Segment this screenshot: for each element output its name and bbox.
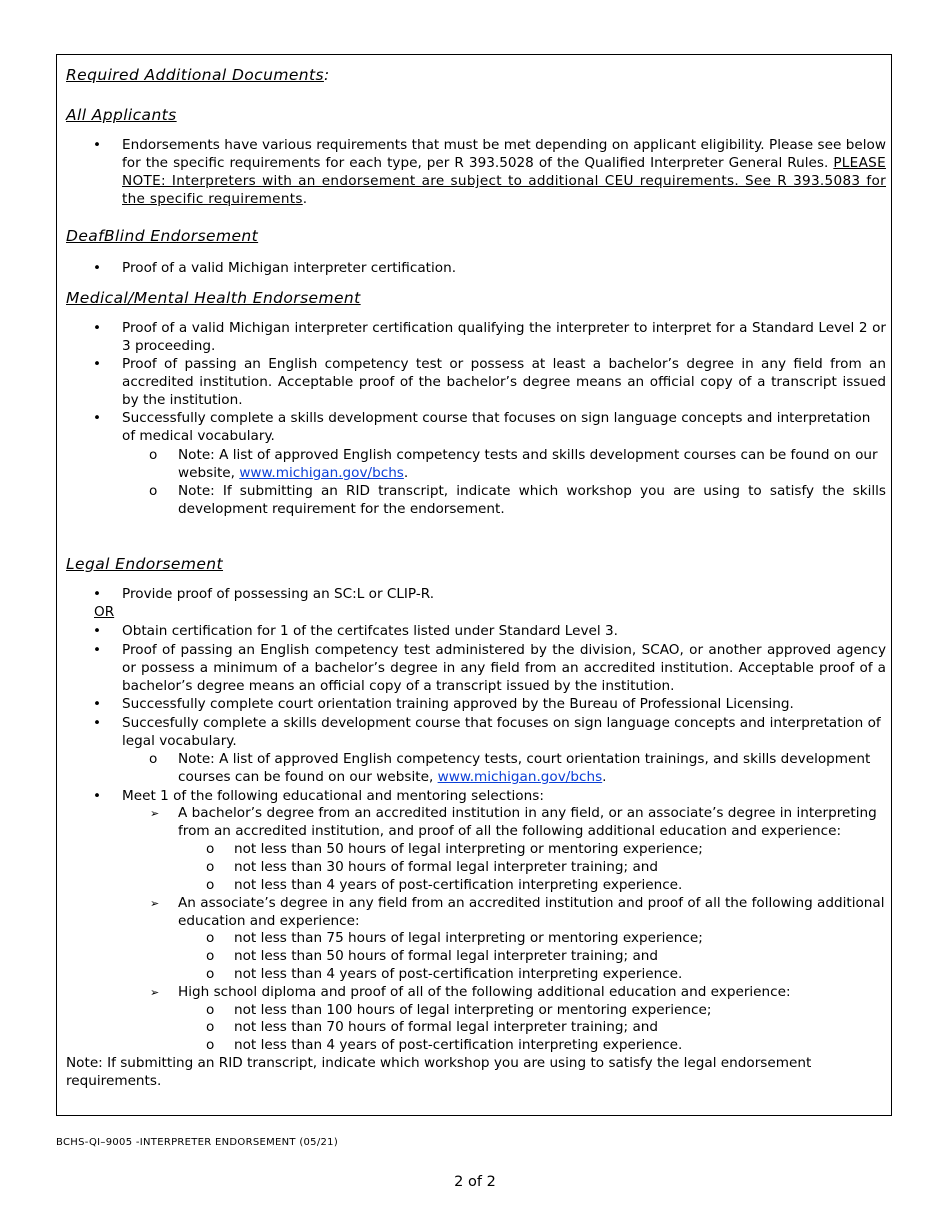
circle-bullet-icon — [206, 929, 214, 947]
legal-item-3: Successfully complete court orientation training approved by the Bureau of Professional Licensing. — [122, 696, 794, 712]
circle-bullet-icon — [206, 840, 214, 858]
medical-title: Medical/Mental Health Endorsement — [66, 289, 361, 307]
legal-option-2: An associate’s degree in any field from an accredited institution and proof of all the following additional education and experience: — [178, 895, 885, 929]
legal-note-period: . — [602, 769, 607, 785]
medical-note-1 — [178, 446, 886, 482]
legal-item-4: Succesfully complete a skills development course that focuses on sign language concepts and interpretation of legal vocabulary. — [122, 715, 881, 749]
legal-final-note: Note: If submitting an RID transcript, indicate which workshop you are using to satisfy the legal endorsement requirements. — [66, 1055, 812, 1089]
circle-bullet-icon — [149, 446, 157, 464]
bullet-icon — [93, 695, 101, 713]
deafblind-item: Proof of a valid Michigan interpreter certification. — [122, 260, 457, 276]
legal-option-1: A bachelor’s degree from an accredited institution in any field, or an associate’s degree in interpreting from an accredited institution, and proof of all the following additional education and experience: — [178, 805, 877, 839]
deafblind-heading — [66, 227, 258, 245]
required-documents-title: Required Additional Documents — [66, 66, 324, 84]
legal-title: Legal Endorsement — [66, 555, 224, 573]
legal-option-3-sub-2: not less than 70 hours of formal legal interpreter training; and — [234, 1019, 659, 1035]
legal-option-2-sub-1: not less than 75 hours of legal interpreting or mentoring experience; — [234, 930, 703, 946]
medical-item-3: Successfully complete a skills development course that focuses on sign language concepts and interpretation of medical vocabulary. — [122, 410, 871, 444]
medical-heading — [66, 289, 361, 307]
legal-meet-item: Meet 1 of the following educational and mentoring selections: — [122, 788, 544, 804]
all-applicants-title: All Applicants — [66, 106, 177, 124]
bchs-website-link[interactable]: www.michigan.gov/bchs — [437, 769, 603, 785]
circle-bullet-icon — [149, 750, 157, 768]
bullet-icon — [93, 585, 101, 603]
legal-option-2-sub-2: not less than 50 hours of formal legal interpreter training; and — [234, 948, 659, 964]
legal-option-3-sub-3: not less than 4 years of post-certification interpreting experience. — [234, 1037, 683, 1053]
medical-note-2: Note: If submitting an RID transcript, indicate which workshop you are using to satisfy the skills development requirement for the endorsement. — [178, 483, 886, 517]
all-applicants-text: Endorsements have various requirements that must be met depending on applicant eligibility. Please see below for the specific requirements for each type, per R 393.5028 of the Qualified Interpreter General Rules. — [122, 137, 886, 171]
document-frame — [56, 54, 892, 1116]
all-applicants-item — [122, 136, 886, 208]
legal-note-text: Note: A list of approved English competency tests, court orientation trainings, and skills development courses can be found on our website, — [178, 751, 871, 785]
legal-item-2: Proof of passing an English competency test administered by the division, SCAO, or another approved agency or possess a minimum of a bachelor’s degree in any field from an accredited institution. Acceptable proof of a bachelor’s degree means an official copy of a transcript issued by the institution. — [122, 642, 886, 694]
bchs-website-link[interactable]: www.michigan.gov/bchs — [239, 465, 404, 481]
legal-option-3-sub-1: not less than 100 hours of legal interpreting or mentoring experience; — [234, 1002, 712, 1018]
circle-bullet-icon — [206, 1018, 214, 1036]
circle-bullet-icon — [206, 1001, 214, 1019]
bullet-icon — [93, 355, 101, 373]
all-applicants-heading — [66, 106, 177, 124]
bullet-icon — [93, 136, 101, 154]
medical-note-1-period: . — [403, 465, 409, 481]
medical-item-1: Proof of a valid Michigan interpreter certification qualifying the interpreter to interpret for a Standard Level 2 or 3 proceeding. — [122, 320, 886, 354]
bullet-icon — [93, 622, 101, 640]
circle-bullet-icon — [149, 482, 157, 500]
page-number: 2 of 2 — [454, 1174, 496, 1190]
medical-item-2: Proof of passing an English competency test or possess at least a bachelor’s degree in any field from an accredited institution. Acceptable proof of the bachelor’s degree means an official copy of a transcript issued by the institution. — [122, 356, 886, 408]
bullet-icon — [93, 714, 101, 732]
circle-bullet-icon — [206, 1036, 214, 1054]
all-applicants-period: . — [302, 191, 308, 207]
bullet-icon — [93, 409, 101, 427]
legal-item-sc-l: Provide proof of possessing an SC:L or CLIP-R. — [122, 586, 435, 602]
circle-bullet-icon — [206, 965, 214, 983]
bullet-icon — [93, 319, 101, 337]
ceu-note: PLEASE NOTE: Interpreters with an endorsement are subject to additional CEU requirements. See R 393.5083 for the specific requirements — [122, 155, 886, 207]
legal-note — [178, 750, 878, 786]
legal-option-3: High school diploma and proof of all of the following additional education and experience: — [178, 984, 791, 1000]
circle-bullet-icon — [206, 947, 214, 965]
legal-option-1-sub-2: not less than 30 hours of formal legal interpreter training; and — [234, 859, 659, 875]
legal-heading — [66, 555, 223, 573]
required-documents-heading — [66, 66, 330, 84]
legal-option-1-sub-1: not less than 50 hours of legal interpreting or mentoring experience; — [234, 841, 703, 857]
legal-option-1-sub-3: not less than 4 years of post-certification interpreting experience. — [234, 877, 683, 893]
arrow-bullet-icon — [150, 894, 159, 913]
bullet-icon — [93, 259, 101, 277]
arrow-bullet-icon — [150, 804, 159, 823]
required-documents-colon: : — [323, 66, 330, 84]
legal-item-1: Obtain certification for 1 of the certifcates listed under Standard Level 3. — [122, 623, 618, 639]
form-footer: BCHS-QI–9005 -INTERPRETER ENDORSEMENT (05/21) — [56, 1137, 339, 1148]
bullet-icon — [93, 787, 101, 805]
circle-bullet-icon — [206, 858, 214, 876]
legal-or-label: OR — [94, 604, 115, 620]
arrow-bullet-icon — [150, 983, 159, 1002]
circle-bullet-icon — [206, 876, 214, 894]
legal-option-2-sub-3: not less than 4 years of post-certification interpreting experience. — [234, 966, 683, 982]
deafblind-title: DeafBlind Endorsement — [66, 227, 259, 245]
bullet-icon — [93, 641, 101, 659]
medical-note-1-text: Note: A list of approved English competency tests and skills development courses can be found on our website, — [178, 447, 878, 481]
